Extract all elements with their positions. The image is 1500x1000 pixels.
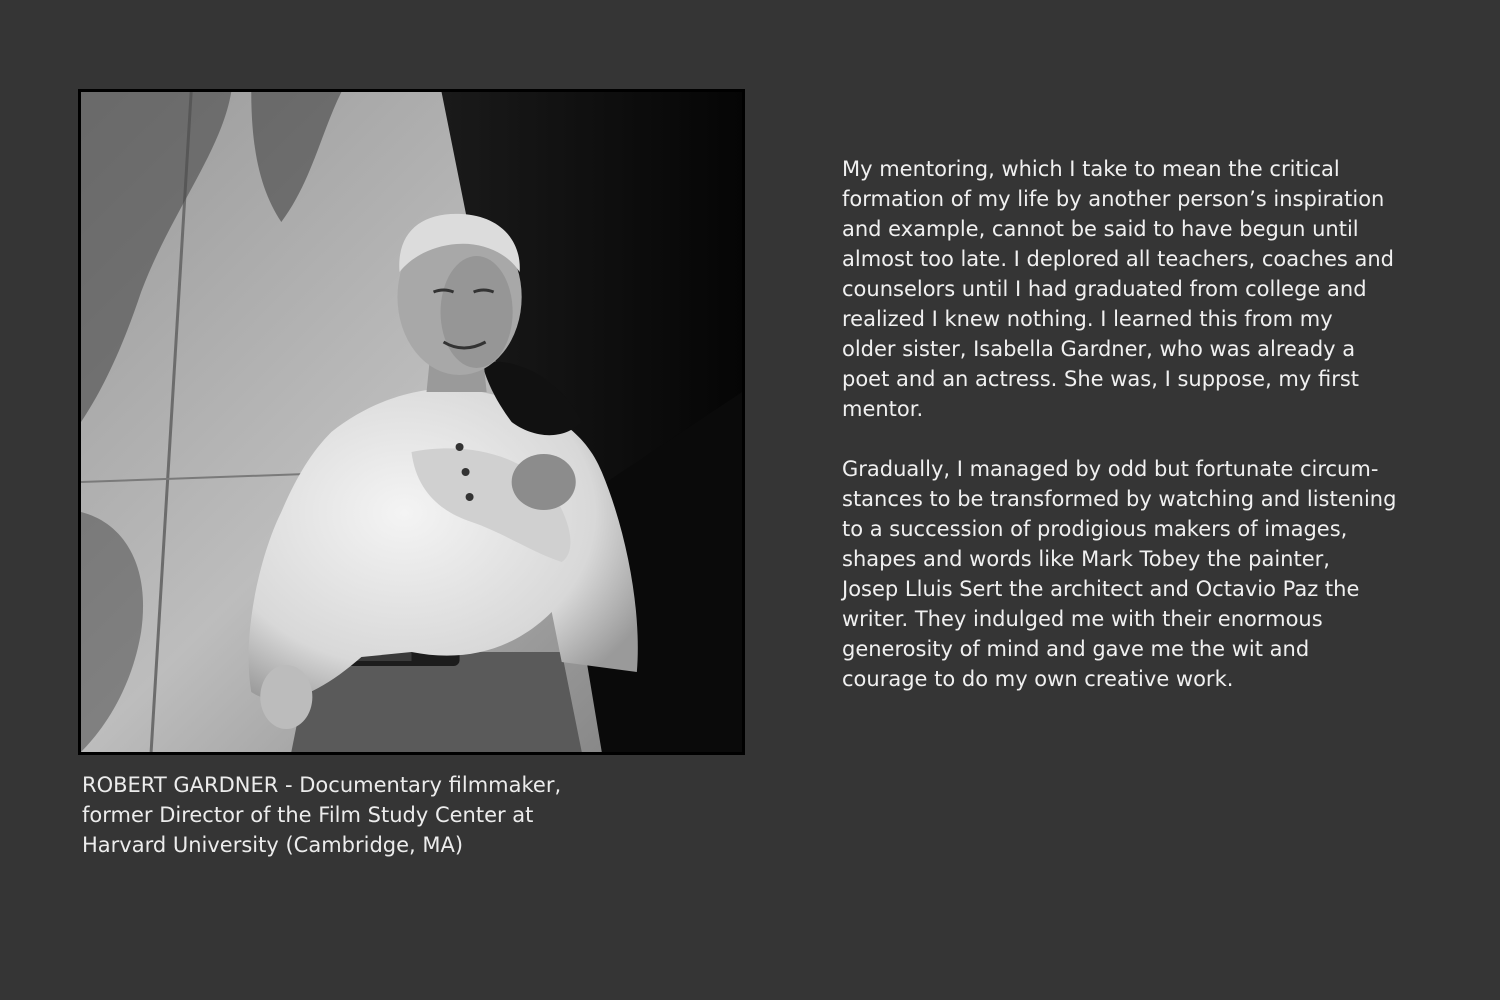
essay-line: mentor. [842, 397, 924, 421]
essay-line: realized I knew nothing. I learned this from my [842, 307, 1333, 331]
essay-line: and example, cannot be said to have begun until [842, 217, 1359, 241]
essay-line: generosity of mind and gave me the wit and [842, 637, 1310, 661]
essay-paragraph-1 [842, 154, 1452, 424]
caption-line: ROBERT GARDNER - Documentary filmmaker, [82, 773, 562, 797]
portrait-photo [78, 89, 745, 755]
essay-line: older sister, Isabella Gardner, who was already a [842, 337, 1356, 361]
essay-line: shapes and words like Mark Tobey the painter, [842, 547, 1330, 571]
essay-line: almost too late. I deplored all teachers, coaches and [842, 247, 1394, 271]
essay-line: poet and an actress. She was, I suppose, my first [842, 367, 1360, 391]
essay-line: counselors until I had graduated from college and [842, 277, 1367, 301]
essay-line: Gradually, I managed by odd but fortunate circum- [842, 457, 1379, 481]
essay-line: My mentoring, which I take to mean the critical [842, 157, 1340, 181]
caption-line: Harvard University (Cambridge, MA) [82, 833, 464, 857]
essay-line: courage to do my own creative work. [842, 667, 1234, 691]
photo-caption [82, 770, 702, 860]
portrait-image [81, 92, 742, 752]
essay-line: Josep Lluis Sert the architect and Octavio Paz the [842, 577, 1360, 601]
essay-line: formation of my life by another person’s inspiration [842, 187, 1385, 211]
essay-paragraph-2 [842, 454, 1452, 694]
essay-line: stances to be transformed by watching and listening [842, 487, 1397, 511]
essay-line: to a succession of prodigious makers of images, [842, 517, 1348, 541]
essay-text [842, 154, 1452, 694]
caption-line: former Director of the Film Study Center at [82, 803, 534, 827]
essay-line: writer. They indulged me with their enormous [842, 607, 1323, 631]
